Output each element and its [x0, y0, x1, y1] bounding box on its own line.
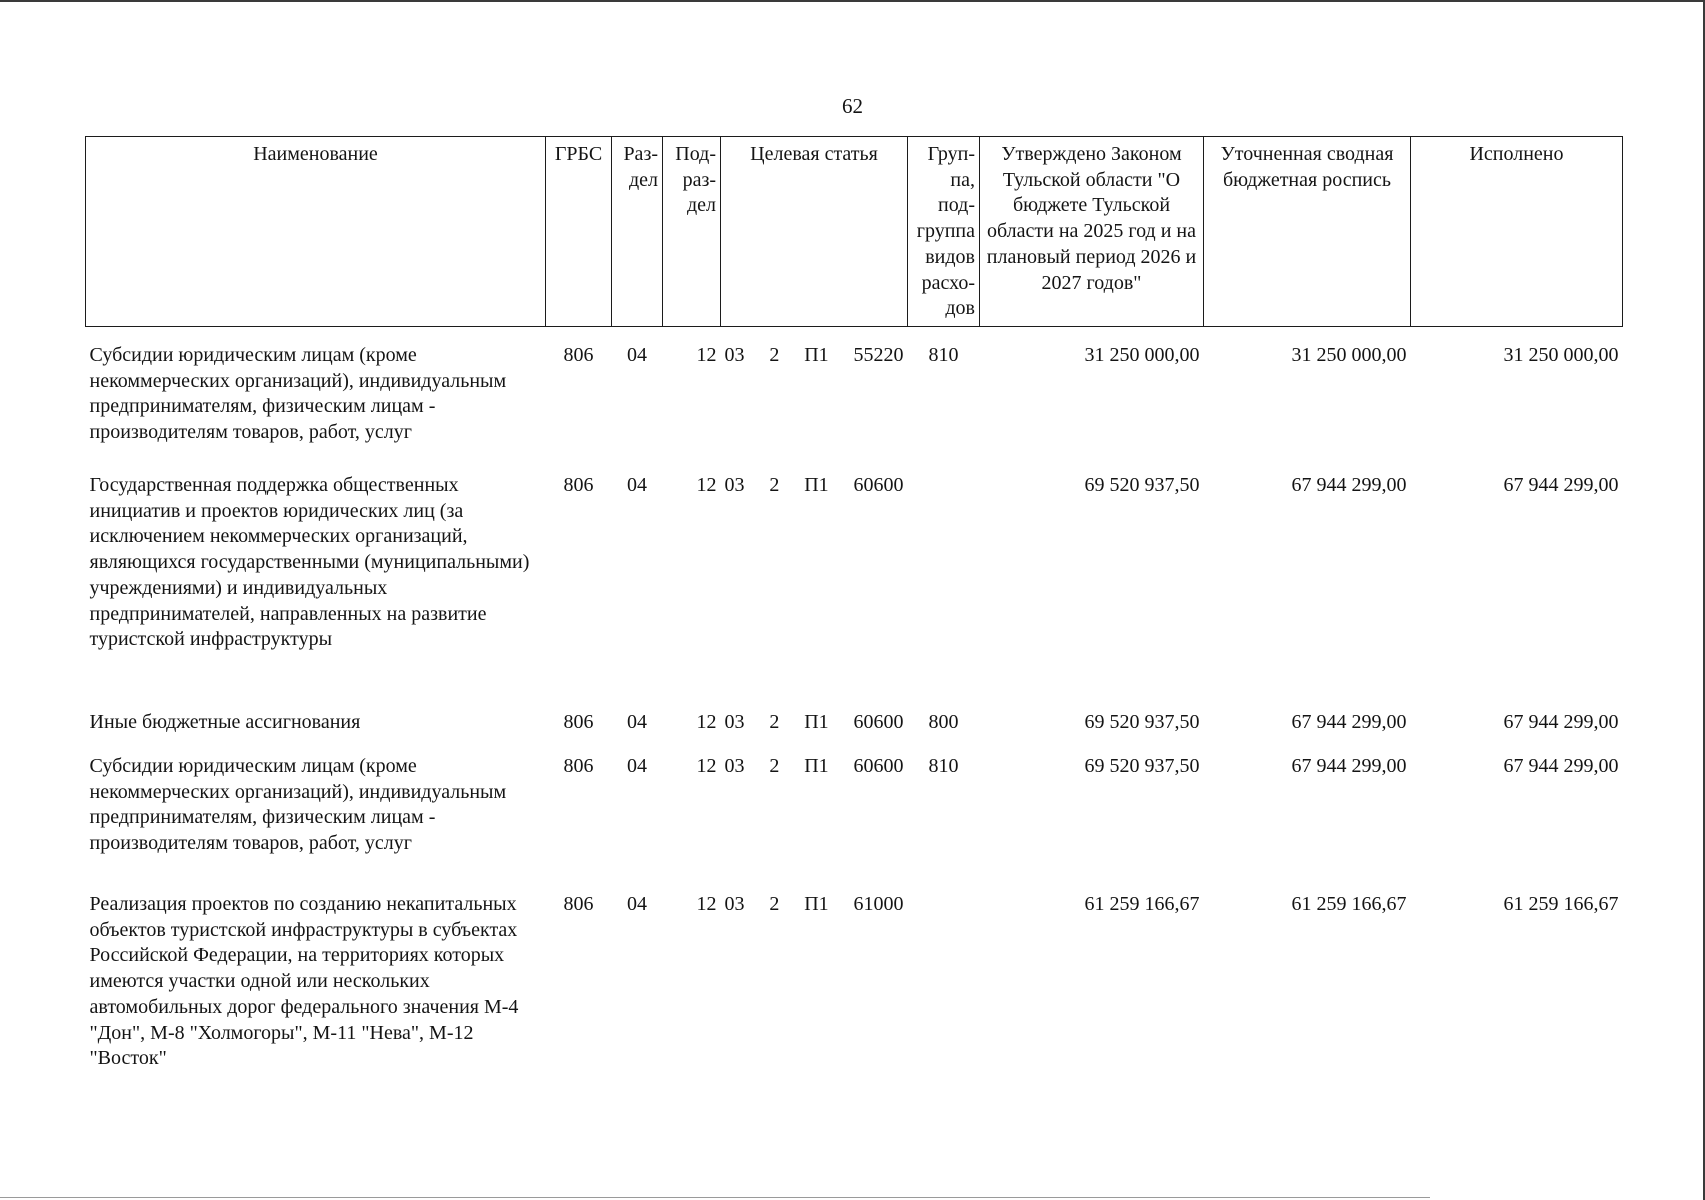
target-subprogram: 2	[769, 711, 780, 733]
row-executed: 61 259 166,67	[1503, 893, 1619, 915]
page-frame-top	[0, 0, 1705, 2]
row-name: Иные бюджетные ассигнования	[89, 711, 361, 733]
row-grbs: 806	[563, 344, 594, 366]
target-program: 03	[724, 474, 745, 496]
row-approved: 31 250 000,00	[1084, 344, 1200, 366]
row-expense-group	[908, 465, 980, 702]
target-direction: 61000	[853, 893, 904, 915]
row-grbs: 806	[563, 474, 594, 496]
row-executed: 67 944 299,00	[1503, 755, 1619, 777]
target-subprogram: 2	[769, 344, 780, 366]
row-podrazdel: 12	[696, 711, 717, 733]
budget-table	[85, 136, 1623, 1094]
row-refined: 61 259 166,67	[1291, 893, 1407, 915]
row-podrazdel: 12	[696, 893, 717, 915]
row-razdel: 04	[627, 344, 647, 366]
header-target-article: Целевая статья	[721, 137, 908, 327]
row-executed: 67 944 299,00	[1503, 474, 1619, 496]
target-direction: 55220	[853, 344, 904, 366]
header-podrazdel: Под- раз- дел	[663, 137, 721, 327]
target-subprogram: 2	[769, 893, 780, 915]
target-program: 03	[724, 893, 745, 915]
table-row	[86, 884, 1623, 1094]
row-approved: 69 520 937,50	[1084, 755, 1200, 777]
table-header	[86, 137, 1623, 327]
row-expense-group: 800	[928, 711, 959, 733]
row-executed: 67 944 299,00	[1503, 711, 1619, 733]
row-target-article	[721, 746, 908, 884]
target-program: 03	[724, 344, 745, 366]
target-program: 03	[724, 711, 745, 733]
page-bottom-line	[0, 1197, 1430, 1198]
row-approved: 61 259 166,67	[1084, 893, 1200, 915]
row-expense-group: 810	[928, 344, 959, 366]
row-executed: 31 250 000,00	[1503, 344, 1619, 366]
header-name: Наименование	[86, 137, 546, 327]
header-expense-group: Груп- па, под- группа видов расхо- дов	[908, 137, 980, 327]
row-razdel: 04	[627, 711, 647, 733]
row-grbs: 806	[563, 755, 594, 777]
target-event: П1	[804, 344, 829, 366]
target-event: П1	[804, 711, 829, 733]
row-expense-group: 810	[928, 755, 959, 777]
target-subprogram: 2	[769, 474, 780, 496]
target-direction: 60600	[853, 474, 904, 496]
page-number: 62	[842, 94, 863, 118]
row-name: Реализация проектов по созданию некапитальных объектов туристской инфраструктуры в субъектах Российской Федерации, на территориях которых имеются участки одной или нескольких автомобильных дорог федерального значения М-4 "Дон", М-8 "Холмогоры", М-11 "Нева", М-12 "Восток"	[89, 893, 519, 1070]
table-row	[86, 465, 1623, 702]
header-razdel: Раз- дел	[612, 137, 663, 327]
row-grbs: 806	[563, 711, 594, 733]
header-approved: Утверждено Законом Тульской области "О бюджете Тульской области на 2025 год и на плановый период 2026 и 2027 годов"	[980, 137, 1204, 327]
row-approved: 69 520 937,50	[1084, 711, 1200, 733]
row-razdel: 04	[627, 755, 647, 777]
row-podrazdel: 12	[696, 755, 717, 777]
row-expense-group	[908, 884, 980, 1094]
table-row	[86, 702, 1623, 746]
row-name: Субсидии юридическим лицам (кроме некоммерческих организаций), индивидуальным предпринимателям, физическим лицам - производителям товаров, работ, услуг	[89, 755, 507, 855]
row-refined: 67 944 299,00	[1291, 755, 1407, 777]
target-direction: 60600	[853, 711, 904, 733]
target-program: 03	[724, 755, 745, 777]
row-name: Субсидии юридическим лицам (кроме некоммерческих организаций), индивидуальным предпринимателям, физическим лицам - производителям товаров, работ, услуг	[89, 344, 507, 444]
table-body	[86, 327, 1623, 1095]
row-approved: 69 520 937,50	[1084, 474, 1200, 496]
table-row	[86, 746, 1623, 884]
row-target-article	[721, 465, 908, 702]
row-refined: 67 944 299,00	[1291, 474, 1407, 496]
header-executed: Исполнено	[1411, 137, 1623, 327]
row-target-article	[721, 335, 908, 465]
target-event: П1	[804, 474, 829, 496]
row-refined: 31 250 000,00	[1291, 344, 1407, 366]
target-subprogram: 2	[769, 755, 780, 777]
row-refined: 67 944 299,00	[1291, 711, 1407, 733]
target-event: П1	[804, 755, 829, 777]
row-target-article	[721, 702, 908, 746]
target-event: П1	[804, 893, 829, 915]
row-target-article	[721, 884, 908, 1094]
header-refined: Уточненная сводная бюджетная роспись	[1204, 137, 1411, 327]
row-grbs: 806	[563, 893, 594, 915]
header-grbs: ГРБС	[546, 137, 612, 327]
row-name: Государственная поддержка общественных инициатив и проектов юридических лиц (за исключением некоммерческих организаций, являющихся государственными (муниципальными) учреждениями) и индивидуальных предпринимателей, направленных на развитие туристской инфраструктуры	[89, 474, 530, 651]
row-razdel: 04	[627, 893, 647, 915]
row-podrazdel: 12	[696, 474, 717, 496]
row-razdel: 04	[627, 474, 647, 496]
row-podrazdel: 12	[696, 344, 717, 366]
table-row	[86, 335, 1623, 465]
target-direction: 60600	[853, 755, 904, 777]
